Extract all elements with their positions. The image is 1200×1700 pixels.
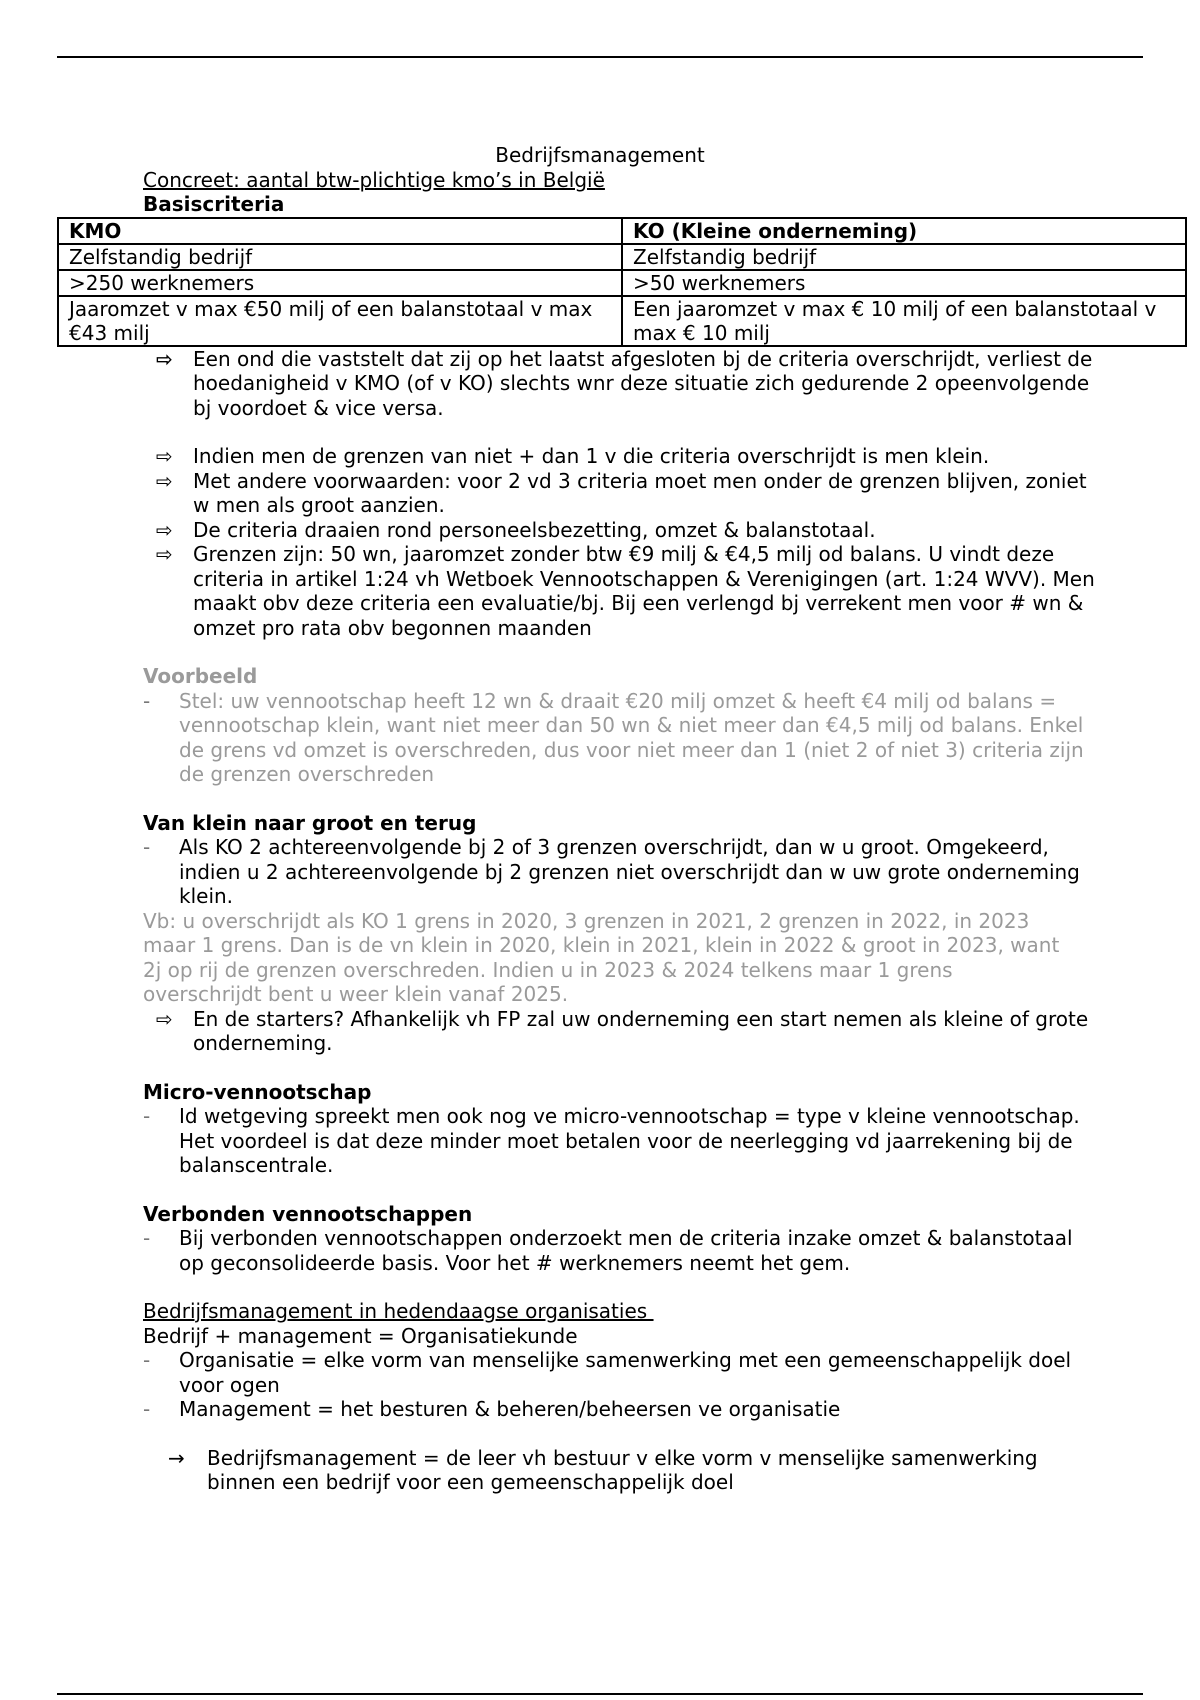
list-item-text: Management = het besturen & beheren/beheersen ve organisatie	[179, 1397, 841, 1421]
list-item-text: Met andere voorwaarden: voor 2 vd 3 criteria moet men onder de grenzen blijven, zoniet w men als groot aanzien.	[193, 468, 1087, 517]
list-item-text: Indien men de grenzen van niet + dan 1 v die criteria overschrijdt is men klein.	[193, 444, 990, 468]
table-cell: Zelfstandig bedrijf	[622, 244, 1186, 270]
subtitle: Concreet: aantal btw-plichtige kmo’s in België	[143, 167, 605, 192]
table-cell: Jaaromzet v max €50 milj of een balanstotaal v max €43 milj	[58, 296, 622, 346]
arrow-icon: ⇨	[156, 1006, 173, 1031]
dash-icon: -	[143, 688, 151, 713]
list-item-text: Bij verbonden vennootschappen onderzoekt men de criteria inzake omzet & balanstotaal op geconsolideerde basis. Voor het # werknemers neemt het gem.	[179, 1226, 1073, 1275]
list-item	[0, 835, 1200, 909]
list-item	[0, 444, 1200, 469]
footer-rule	[57, 1693, 1143, 1695]
table-row	[58, 244, 1186, 270]
arrow-icon: ⇨	[156, 517, 173, 542]
heading-basiscriteria: Basiscriteria	[143, 192, 285, 216]
arrow-icon: ⇨	[156, 444, 173, 468]
heading-organisaties: Bedrijfsmanagement in hedendaagse organisaties	[143, 1299, 654, 1323]
dash-icon: -	[143, 1104, 151, 1128]
org-formula: Bedrijf + management = Organisatiekunde	[143, 1323, 578, 1348]
list-item-text: Id wetgeving spreekt men ook nog ve micro-vennootschap = type v kleine vennootschap. Het voordeel is dat deze minder moet betalen voor de neerlegging vd jaarrekening bij de balanscentrale.	[179, 1104, 1080, 1177]
page-content	[0, 143, 1200, 1495]
heading-verbonden: Verbonden vennootschappen	[143, 1201, 473, 1226]
table-cell: Zelfstandig bedrijf	[58, 244, 622, 270]
page-title: Bedrijfsmanagement	[495, 143, 705, 167]
list-item	[0, 1446, 1200, 1495]
heading-micro: Micro-vennootschap	[143, 1079, 372, 1104]
table-header-ko: KO (Kleine onderneming)	[622, 218, 1186, 244]
table-cell: >250 werknemers	[58, 270, 622, 296]
list-item	[0, 1397, 1200, 1422]
table-header-row	[58, 218, 1186, 244]
heading-voorbeeld: Voorbeeld	[143, 664, 258, 688]
list-item-text: Bedrijfsmanagement = de leer vh bestuur v elke vorm v menselijke samenwerking binnen een bedrijf voor een gemeenschappelijk doel	[207, 1445, 1038, 1494]
list-item	[0, 1007, 1200, 1056]
list-item	[0, 469, 1200, 518]
table-row	[58, 296, 1186, 346]
dash-icon: -	[143, 1226, 151, 1250]
list-item	[0, 1348, 1200, 1397]
dash-icon: -	[143, 835, 151, 859]
arrow-icon: ⇨	[156, 468, 173, 493]
list-item-text: De criteria draaien rond personeelsbezetting, omzet & balanstotaal.	[193, 517, 876, 542]
list-item-text: Grenzen zijn: 50 wn, jaaromzet zonder btw €9 milj & €4,5 milj od balans. U vindt deze criteria in artikel 1:24 vh Wetboek Vennootschappen & Verenigingen (art. 1:24 WVV). Men maakt obv deze criteria een evaluatie/bj. Bij een verlengd bj verrekent men voor # wn & omzet pro rata obv begonnen maanden	[193, 542, 1095, 640]
example-text: Vb: u overschrijdt als KO 1 grens in 2020, 3 grenzen in 2021, 2 grenzen in 2022, in 2023 maar 1 grens. Dan is de vn klein in 2020, klein in 2021, klein in 2022 & groot in 2023, want 2j op rij de grenzen overschreden. Indien u in 2023 & 2024 telkens maar 1 grens overschrijdt bent u weer klein vanaf 2025.	[143, 908, 1060, 1006]
list-item-text: Als KO 2 achtereenvolgende bj 2 of 3 grenzen overschrijdt, dan w u groot. Omgekeerd, indien u 2 achtereenvolgende bj 2 grenzen niet overschrijdt dan w uw grote onderneming klein.	[179, 835, 1080, 908]
list-item-text: Organisatie = elke vorm van menselijke samenwerking met een gemeenschappelijk doel voor ogen	[179, 1348, 1072, 1397]
list-item	[0, 518, 1200, 543]
list-item	[0, 689, 1200, 787]
dash-icon: -	[143, 1348, 151, 1372]
list-item-text: En de starters? Afhankelijk vh FP zal uw onderneming een start nemen als kleine of grote onderneming.	[193, 1006, 1089, 1055]
header-rule	[57, 56, 1143, 58]
list-item	[0, 1226, 1200, 1275]
list-item-text: Stel: uw vennootschap heeft 12 wn & draait €20 milj omzet & heeft €4 milj od balans = vennootschap klein, want niet meer dan 50 wn & niet meer dan €4,5 milj od balans. Enkel de grens vd omzet is overschreden, dus voor niet meer dan 1 (niet 2 of niet 3) criteria zijn de grenzen overschreden	[179, 688, 1084, 786]
list-item-text: Een ond die vaststelt dat zij op het laatst afgesloten bj de criteria overschrijdt, verliest de hoedanigheid v KMO (of v KO) slechts wnr deze situatie zich gedurende 2 opeenvolgende bj voordoet & vice versa.	[193, 346, 1093, 420]
list-item	[0, 542, 1200, 640]
right-arrow-icon: →	[168, 1445, 185, 1470]
arrow-bold-icon: ⇨	[156, 346, 173, 371]
table-cell: >50 werknemers	[622, 270, 1186, 296]
list-item	[0, 347, 1200, 421]
table-cell: Een jaaromzet v max € 10 milj of een balanstotaal v max € 10 milj	[622, 296, 1186, 346]
arrow-icon: ⇨	[156, 542, 173, 566]
list-item	[0, 1104, 1200, 1178]
table-row	[58, 270, 1186, 296]
heading-klein-groot: Van klein naar groot en terug	[143, 810, 477, 835]
dash-icon: -	[143, 1397, 151, 1421]
criteria-table	[57, 217, 1187, 347]
table-header-kmo: KMO	[58, 218, 622, 244]
